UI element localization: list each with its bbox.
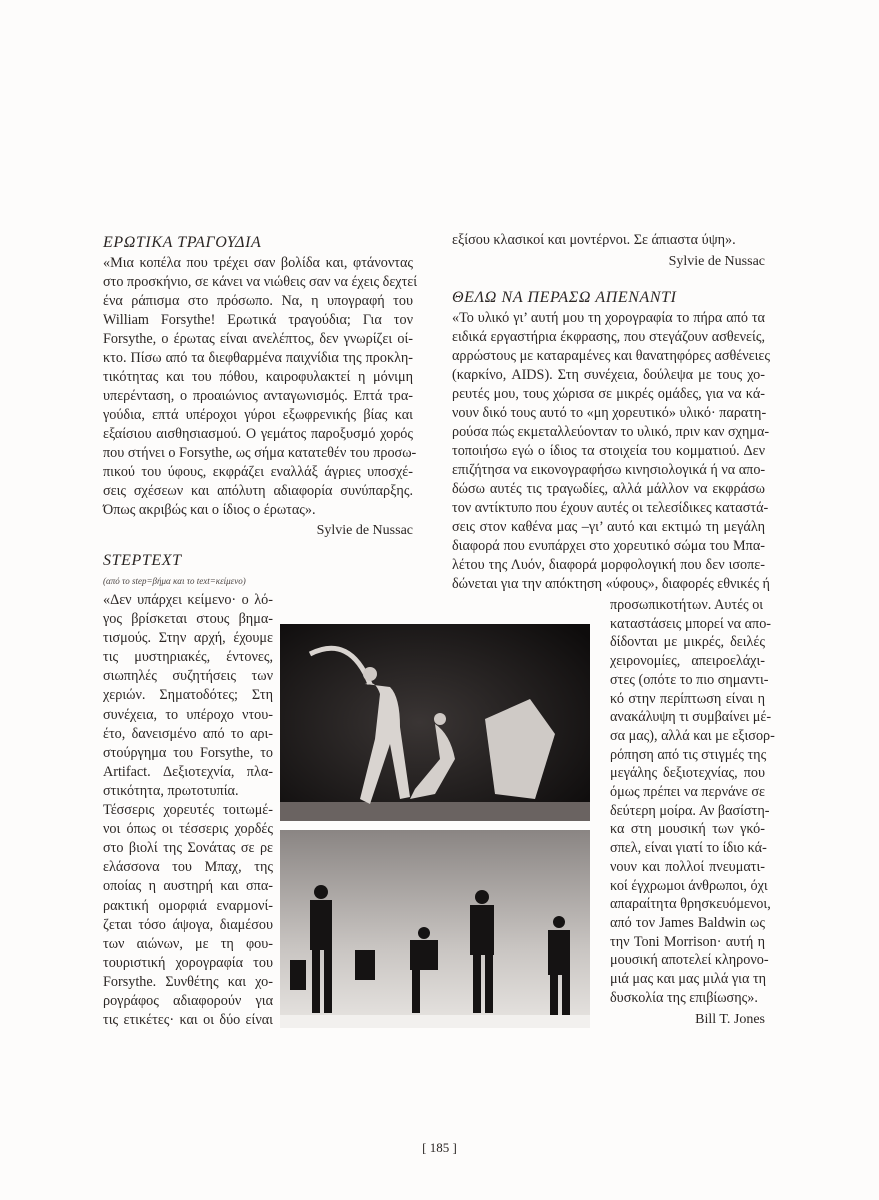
text-line: πικού του ύφους, εκφράζει εναλλάξ άγριες υποσχέ- (103, 464, 413, 480)
erotika-text (103, 254, 418, 520)
text-line: νοι όπως οι τέσσερις χορδές (103, 821, 273, 838)
text-line: Forsythe, ο έρωτας είναι ανελέπτος, δεν γνωρίζει οί- (103, 331, 413, 347)
text-line: υπερένταση, ο προαιώνιος ανταγωνισμός. Επτά τρα- (103, 388, 413, 404)
author-steptext: Sylvie de Nussac (668, 254, 765, 269)
text-line: ανακάλυψη τι συμβαίνει μέ- (610, 709, 772, 726)
section-heading-erotika: ΕΡΩΤΙΚΑ ΤΡΑΓΟΥΔΙΑ (103, 234, 262, 251)
text-line: σεις στον καθένα μας –γι’ αυτό και εκτιμώ τη μεγάλη (452, 519, 765, 535)
text-line: σεις σχέσεων και απόλυτη αδιαφορία συνύπαρξης. (103, 483, 413, 499)
text-line: ρογράφος αδιαφορούν για (103, 992, 273, 1009)
text-line: σπελ, είναι γιατί το ίδιο κά- (610, 840, 767, 857)
text-line: Τέσσερις χορευτές τοιτωμέ- (103, 802, 273, 819)
text-line: αρρώστους με καταραμένες και θανατηφόρες ασθένειες (452, 348, 770, 364)
text-line: λέτου της Λυόν, διαφορά μορφολογική που δεν ισοπε- (452, 557, 765, 573)
text-line: (καρκίνο, AIDS). Στη συνέχεια, δούλεψα με τους χο- (452, 367, 765, 383)
text-line: William Forsythe! Ερωτικά τραγούδια; Για τον (103, 312, 413, 328)
text-line: όμως πρέπει να περνάνε σε (610, 784, 765, 801)
text-line: ζεται τόσο άψογα, διαμέσου (103, 916, 273, 933)
text-line: από τον James Baldwin ως (610, 914, 765, 931)
text-line: τισμούς. Στην αρχή, έχουμε (103, 630, 273, 647)
text-line: Artifact. Δεξιοτεχνία, πλα- (103, 763, 273, 780)
text-line: δώνεται για την απόκτηση «ύφους», διαφορές εθνικές ή (452, 576, 770, 592)
text-line: Forsythe. Συνθέτης και χο- (103, 973, 273, 990)
text-line: διαφορά που ενυπάρχει στο χορευτικό σώμα του Μπα- (452, 538, 765, 554)
text-line: στικότητα, πρωτοτυπία. (103, 782, 239, 799)
text-line: ρακτική ομορφιά εναρμονί- (103, 897, 273, 914)
text-line: «Δεν υπάρχει κείμενο· ο λό- (103, 592, 273, 608)
text-line: εξαίσιου αισθησιασμού. Ο γεμάτος παροξυσμό χορός (103, 426, 413, 442)
text-line: στούργημα του Forsythe, το (103, 744, 273, 761)
text-line: μεγάλης δεξιοτεχνίας, που (610, 765, 765, 782)
text-line: συνέχεια, το υπέροχο ντου- (103, 706, 273, 723)
author-erotika: Sylvie de Nussac (316, 523, 413, 538)
text-line: στες (οπότε το πιο σημαντι- (610, 671, 769, 688)
text-line: τικότητας και του πόθου, καιροφυλακτεί η μόνιμη (103, 369, 413, 385)
text-line: ειδικά εργαστήρια έκφρασης, που στεγάζουν ασθενείς, (452, 329, 765, 345)
text-line: κα στη μουσική των γκό- (610, 821, 765, 838)
text-line: μουσική αποτελεί κληρονο- (610, 952, 769, 969)
text-line: στο βιολί της Σονάτας σε ρε (103, 840, 273, 857)
text-line: προσωπικοτήτων. Αυτές οι (610, 597, 764, 613)
text-line: γούδια, επτά υπέροχοι γύροι εξωφρενικής βίας και (103, 407, 413, 423)
text-line: επιζήτησα να εικονογραφήσω κινησιολογικά ή να απο- (452, 462, 766, 478)
text-line: έτο, δανεισμένο από το αρι- (103, 725, 273, 742)
text-line: σα μας), αλλά και με εξισορ- (610, 727, 775, 744)
section-heading-steptext: STEPTEXT (103, 552, 182, 569)
text-line: «Το υλικό γι’ αυτή μου τη χορογραφία το πήρα από τα (452, 310, 765, 326)
text-line: τον αντίκτυπο που έχουν αυτές οι τελεσίδικες καταστά- (452, 500, 769, 516)
text-line: απαραίτητα θρησκευόμενοι, (610, 896, 771, 913)
thelo-text-wide (452, 309, 770, 594)
text-line: εξίσου κλασικοί και μοντέρνοι. Σε άπιαστα ύψη». (452, 232, 736, 248)
steptext-continued (452, 231, 765, 250)
text-line: ρόπηση από τις στιγμές της (610, 746, 767, 763)
text-line: τις ετικέτες· και οι δύο είναι (103, 1012, 273, 1029)
text-line: την Toni Morrison· αυτή η (610, 933, 765, 950)
text-line: ένα ράπισμα στο πρόσωπο. Να, η υπογραφή του (103, 293, 413, 309)
text-line: νουν δικό τους αυτό το «μη χορευτικό» υλικό· παρατη- (452, 405, 767, 421)
text-line: ρευτές μου, τους χώρισα σε μικρές ομάδες, για να κά- (452, 386, 765, 402)
dance-photo-duet (280, 624, 590, 821)
text-line: κοί έγχρωμοι άνθρωποι, όχι (610, 877, 768, 894)
text-line: δίδονται με μικρές, δειλές (610, 634, 765, 651)
text-line: ρούσα πώς εκμεταλλεύονταν το υλικό, πριν καν σχημα- (452, 424, 770, 440)
page-number: [ 185 ] (422, 1140, 457, 1155)
text-line: καταστάσεις μπορεί να απο- (610, 615, 772, 632)
section-heading-thelo: ΘΕΛΩ ΝΑ ΠΕΡΑΣΩ ΑΠΕΝΑΝΤΙ (452, 289, 677, 306)
text-line: τοποιήσω εγώ ο ίδιος τα στοιχεία του κομματιού. Δεν (452, 443, 765, 459)
steptext-subtitle: (από το step=βήμα και το text=κείμενο) (103, 576, 246, 586)
thelo-text-narrow (610, 596, 775, 1007)
text-line: τις μυστηριακές, έντονες, (103, 649, 273, 666)
text-line: που στήνει ο Forsythe, ως σήμα κατατεθέν του προσω- (103, 445, 417, 461)
text-line: δώσω αυτές τις τραγωδίες, αλλά μάλλον να εκφράσω (452, 481, 765, 497)
text-line: Όπως ακριβώς και ο ίδιος ο έρωτας». (103, 502, 316, 518)
text-line: δυσκολία της επιβίωσης». (610, 989, 758, 1006)
steptext-text (103, 591, 273, 1030)
text-line: χεριών. Σηματοδότες; Στη (103, 687, 273, 704)
text-line: νουν και πολλοί πνευματι- (610, 858, 765, 875)
text-line: γος βρίσκεται στους βημα- (103, 611, 273, 628)
text-line: δεύτερη μοίρα. Αν βασίστη- (610, 802, 770, 819)
text-line: κτο. Πίσω από τα διεφθαρμένα παιχνίδια της προκλη- (103, 350, 413, 366)
text-line: κό στην περίπτωση είναι η (610, 690, 765, 707)
text-line: οποίας η αυστηρή και σπα- (103, 878, 273, 895)
text-line: «Μια κοπέλα που τρέχει σαν βολίδα και, φτάνοντας (103, 255, 413, 271)
text-line: των αιώνων, με τη φου- (103, 935, 273, 952)
text-line: μιά μας και μας μιλά για τη (610, 971, 767, 988)
text-line: στο προσκήνιο, σε κάνει να νιώθεις σαν να έχεις δεχτεί (103, 274, 418, 290)
text-line: χειρονομίες, απειροελάχι- (610, 653, 765, 670)
text-line: τουριστική χορογραφία του (103, 954, 273, 971)
dance-photo-ensemble (280, 830, 590, 1028)
author-thelo: Bill T. Jones (695, 1012, 765, 1027)
text-line: ελάσσονα του Μπαχ, της (103, 859, 273, 876)
text-line: σιωπηλές συζητήσεις των (103, 668, 273, 685)
